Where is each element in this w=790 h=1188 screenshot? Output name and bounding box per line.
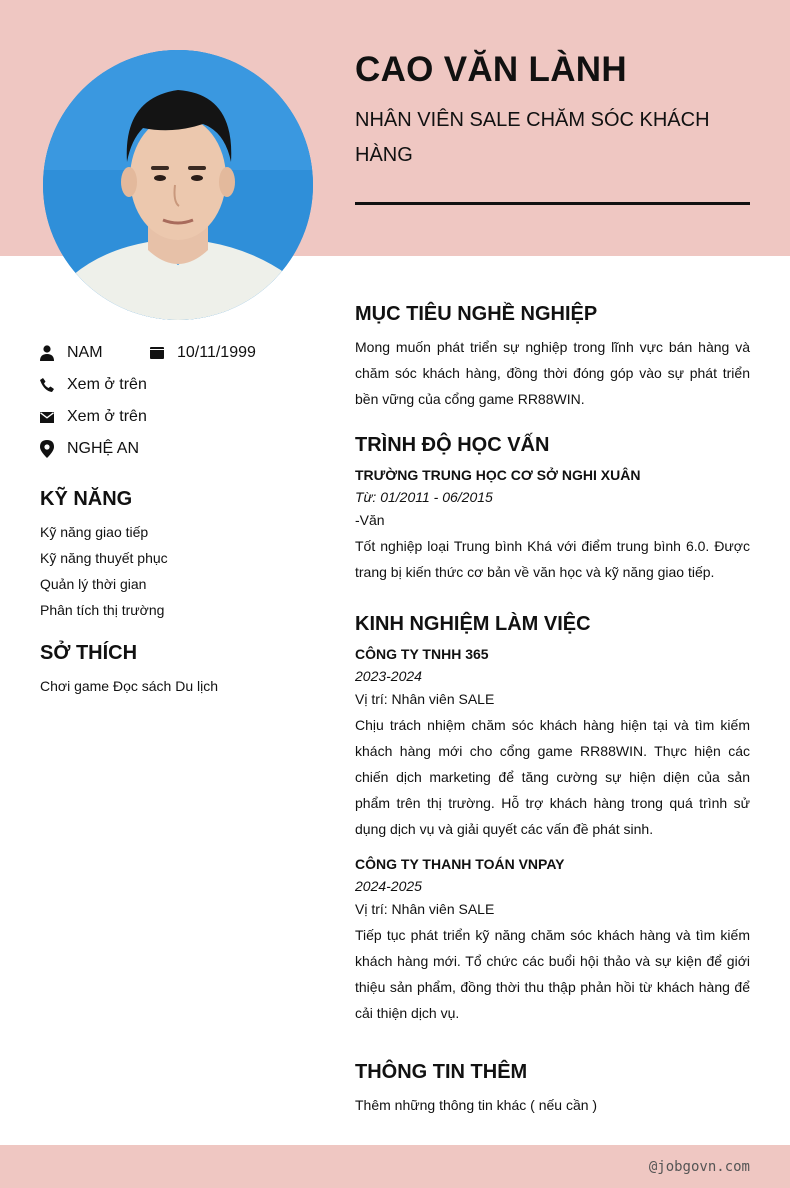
job-description: Tiếp tục phát triển kỹ năng chăm sóc khách hàng và tìm kiếm khách hàng mới. Tổ chức các buổi hội thảo và sự kiện để giới thiệu sản phẩm, đồng thời thu thập phản hồi từ khách hàng để cải thiện dịch vụ.	[355, 927, 750, 1021]
education-heading: TRÌNH ĐỘ HỌC VẤN	[355, 434, 550, 456]
person-icon	[40, 345, 54, 361]
skill-item: Phân tích thị trường	[40, 602, 165, 618]
additional-text: Thêm những thông tin khác ( nếu cần )	[355, 1097, 598, 1113]
location-pin-icon	[40, 441, 54, 457]
job-title: NHÂN VIÊN SALE CHĂM SÓC KHÁCH HÀNG	[355, 109, 710, 166]
objective-text: Mong muốn phát triển sự nghiệp trong lĩnh vực bán hàng và chăm sóc khách hàng, đồng thời đóng góp vào sự phát triển bền vững của cổng game RR88WIN.	[355, 339, 750, 407]
job-position: Vị trí: Nhân viên SALE	[355, 691, 495, 707]
hobbies-heading: SỞ THÍCH	[40, 642, 138, 664]
skill-item: Quản lý thời gian	[40, 576, 147, 592]
objective-section	[355, 303, 750, 412]
job-description: Chịu trách nhiệm chăm sóc khách hàng hiện tại và tìm kiếm khách hàng mới cho cổng game RR88WIN. Thực hiện các chiến dịch marketing để tăng cường sự hiện diện của sản phẩm trên thị trường. Hỗ trợ khách hàng trong quá trình sử dụng dịch vụ và giải quyết các vấn đề phát sinh.	[355, 717, 750, 837]
mail-icon	[40, 409, 54, 425]
additional-heading: THÔNG TIN THÊM	[355, 1061, 528, 1083]
job-period: 2024-2025	[355, 878, 422, 894]
address-text: NGHỆ AN	[67, 440, 140, 457]
school-name: TRƯỜNG TRUNG HỌC CƠ SỞ NGHI XUÂN	[355, 467, 641, 483]
skill-item: Kỹ năng giao tiếp	[40, 524, 149, 540]
footer-watermark: @jobgovn.com	[648, 1159, 750, 1175]
job-entry	[355, 856, 750, 1026]
phone-icon	[40, 377, 54, 393]
profile-photo	[43, 50, 313, 320]
job-entry	[355, 646, 750, 842]
info-row-gender-birthday	[40, 342, 256, 364]
phone-text: Xem ở trên	[67, 376, 147, 393]
skills-list	[40, 519, 168, 623]
info-row-email	[40, 406, 147, 428]
job-position: Vị trí: Nhân viên SALE	[355, 901, 495, 917]
info-row-phone	[40, 374, 147, 396]
birthday-item	[150, 344, 256, 362]
experience-section	[355, 613, 750, 1026]
education-description: Tốt nghiệp loại Trung bình Khá với điểm trung bình 6.0. Được trang bị kiến thức cơ bản về văn học và kỹ năng giao tiếp.	[355, 538, 750, 580]
candidate-name: CAO VĂN LÀNH	[355, 50, 627, 89]
birthday-text: 10/11/1999	[177, 344, 256, 361]
education-section	[355, 434, 750, 585]
job-company: CÔNG TY TNHH 365	[355, 646, 489, 662]
education-major: -Văn	[355, 512, 385, 528]
calendar-icon	[150, 345, 164, 361]
gender-text: NAM	[67, 344, 103, 361]
skills-heading: KỸ NĂNG	[40, 488, 133, 510]
experience-heading: KINH NGHIỆM LÀM VIỆC	[355, 613, 591, 635]
email-text: Xem ở trên	[67, 408, 147, 425]
job-company: CÔNG TY THANH TOÁN VNPAY	[355, 856, 565, 872]
additional-section	[355, 1061, 750, 1118]
education-period: Từ: 01/2011 - 06/2015	[355, 489, 493, 505]
skill-item: Kỹ năng thuyết phục	[40, 550, 168, 566]
info-row-address	[40, 438, 139, 460]
gender-item	[40, 344, 150, 362]
hobbies-text: Chơi game Đọc sách Du lịch	[40, 678, 219, 694]
job-period: 2023-2024	[355, 668, 422, 684]
objective-heading: MỤC TIÊU NGHỀ NGHIỆP	[355, 303, 598, 325]
title-divider	[355, 202, 750, 205]
